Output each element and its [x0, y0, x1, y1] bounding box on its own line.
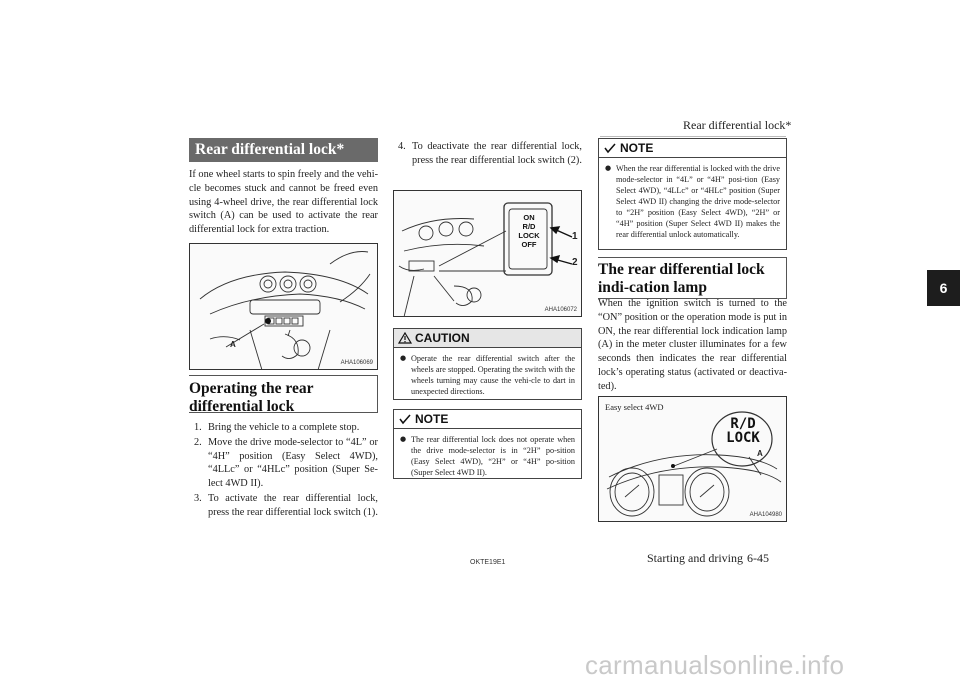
note-box-col2 [393, 409, 582, 479]
footer-section: Starting and driving [647, 551, 743, 565]
steps-list [194, 421, 378, 521]
doc-code: OKTE19E1 [470, 559, 506, 566]
caution-item: ● Operate the rear differential switch after the wheels are stopped. Operating the switch with the wheels turning may cause the vehi-cle to dart in unexpected directions. [400, 354, 575, 396]
step-4: 4. To deactivate the rear differential lock, press the rear differential lock switch (2). [398, 141, 582, 166]
bullet-icon: ● [605, 164, 612, 172]
figure1-code: AHA106069 [340, 360, 373, 366]
caution-title: CAUTION [415, 331, 470, 345]
section-title-indication-lamp: The rear differential lock indi-cation lamp [598, 257, 787, 299]
center-console-illustration [190, 244, 378, 370]
subsection-title-operating: Operating the rear differential lock [189, 375, 378, 413]
step-4-list [398, 140, 582, 169]
step-3: 3. To activate the rear differential lock, press the rear differential lock switch (1). [194, 492, 378, 518]
section-title-rear-diff-lock: Rear differential lock* [189, 138, 378, 162]
note-item-col3: ● When the rear differential is locked with the drive mode-selector in “4L” or “4H” posi-tion (Easy Select 4WD), “4LLc” or “4HLc” position (Super Select 4WD II) changing the drive mode-selector to “2H” position (Easy Select 4WD), “2H” or “4H” position (Super Select 4WD II) makes the rear differential unlock automatically. [605, 164, 780, 239]
note-title-col2: NOTE [415, 412, 449, 426]
figure3-caption: Easy select 4WD [605, 402, 664, 412]
running-header: Rear differential lock* [683, 118, 792, 132]
note-check-icon [603, 142, 617, 154]
figure-meter-cluster [598, 396, 787, 522]
callout-1: 1 [572, 231, 578, 242]
figure2-code: AHA106072 [544, 307, 577, 313]
figure3-code: AHA104980 [749, 512, 782, 518]
note-box-col3 [598, 138, 787, 250]
note-header-col2 [394, 410, 581, 429]
warning-triangle-icon [398, 332, 412, 344]
note-item-col2: ● The rear differential lock does not operate when the drive mode-selector is in “2H” po-sition (Easy Select 4WD), “2H” or “4H” po-sition (Super Select 4WD II). [400, 435, 575, 477]
switch-closeup-illustration [394, 191, 582, 317]
figure3-label-a: A [757, 449, 763, 458]
rd-lock-lamp-icon: R/D LOCK [726, 416, 760, 446]
lamp-text: When the ignition switch is turned to the “ON” position or the operation mode is put in ON, the rear differential lock indication lamp (A) in the meter cluster illuminates for a few seconds then indicates the rear differential lock’s operating status (activated or deactiva-ted). [598, 298, 787, 392]
header-rule [600, 136, 786, 137]
note-header-col3 [599, 139, 786, 158]
figure1-label-a: A [230, 340, 236, 349]
meter-cluster-illustration [599, 397, 787, 522]
watermark: carmanualsonline.info [585, 650, 845, 680]
bullet-icon: ● [400, 354, 407, 362]
figure-rear-diff-switch-location [189, 243, 378, 370]
footer-page-number: 6-45 [747, 551, 769, 565]
note-check-icon [398, 413, 412, 425]
intro-text: If one wheel starts to spin freely and the vehi-cle becomes stuck and cannot be freed even using 4-wheel drive, the rear differential lock switch (A) can be used to activate the rear differential lock for extra traction. [189, 169, 378, 236]
chapter-tab: 6 [927, 270, 960, 306]
figure-rear-diff-switch [393, 190, 582, 317]
intro-paragraph [189, 168, 378, 237]
bullet-icon: ● [400, 435, 407, 443]
callout-2: 2 [572, 257, 578, 268]
caution-header [394, 329, 581, 348]
caution-box [393, 328, 582, 400]
note-title-col3: NOTE [620, 141, 654, 155]
step-1: 1. Bring the vehicle to a complete stop. [194, 422, 360, 433]
switch-label: ON R/D LOCK OFF [518, 213, 540, 249]
lamp-paragraph [598, 297, 787, 394]
step-2: 2. Move the drive mode-selector to “4L” or “4H” position (Easy Select 4WD), “4LLc” or “4HLc” position (Super Se-lect 4WD II). [194, 436, 378, 490]
